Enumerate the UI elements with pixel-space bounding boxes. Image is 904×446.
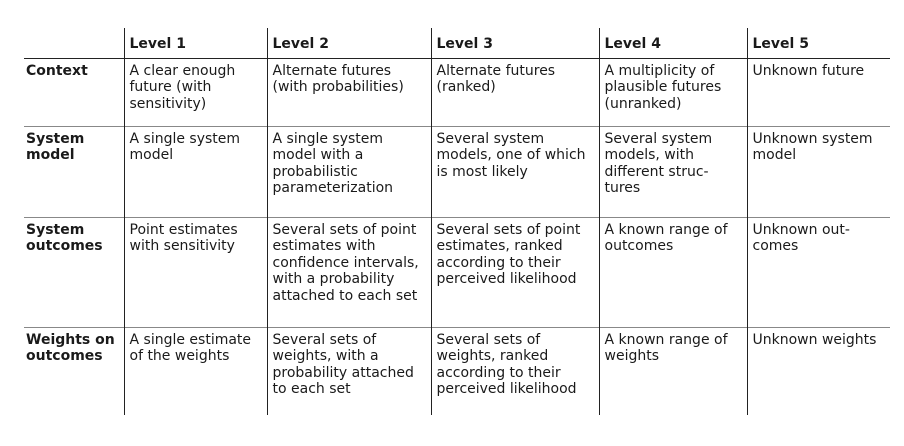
table-cell: Alternate futures (ranked) [431,58,599,126]
header-corner [24,28,124,58]
header-level-5: Level 5 [747,28,890,58]
table-cell: A single estimate of the weights [124,327,267,415]
table-cell: A single system model with a probabilistic parameterization [267,126,431,217]
row-header-system-model: System model [26,130,85,163]
uncertainty-levels-table [24,28,890,415]
table-cell: Several sets of point estimates, ranked according to their perceived likelihood [431,217,599,327]
row-header-system-outcomes: System outcomes [26,221,103,254]
table-cell: Unknown future [747,58,890,126]
table-cell: Several system models, one of which is most likely [431,126,599,217]
table-cell: A multiplicity of plausible futures (unranked) [599,58,747,126]
table-row [24,58,890,126]
table-cell: Alternate futures (with probabilities) [267,58,431,126]
header-level-2: Level 2 [267,28,431,58]
row-header-context: Context [26,62,88,79]
header-level-4: Level 4 [599,28,747,58]
table-cell: A known range of weights [599,327,747,415]
table-cell: Several sets of weights, with a probability attached to each set [267,327,431,415]
table-cell: A clear enough future (with sensitivity) [124,58,267,126]
table-cell: Several sets of point estimates with confidence intervals, with a probability attached to each set [267,217,431,327]
table-cell: Point estimates with sensitivity [124,217,267,327]
table-cell: Several sets of weights, ranked according to their perceived likelihood [431,327,599,415]
header-level-1: Level 1 [124,28,267,58]
table-cell: A single system model [124,126,267,217]
table-cell: Unknown weights [747,327,890,415]
header-level-3: Level 3 [431,28,599,58]
table-cell: Unknown out-comes [747,217,890,327]
header-row [24,28,890,58]
table-cell: Unknown system model [747,126,890,217]
table-cell: A known range of outcomes [599,217,747,327]
table-row [24,126,890,217]
table-row [24,327,890,415]
table-row [24,217,890,327]
row-header-weights-on-outcomes: Weights on outcomes [26,331,115,364]
table-cell: Several system models, with different struc-tures [599,126,747,217]
